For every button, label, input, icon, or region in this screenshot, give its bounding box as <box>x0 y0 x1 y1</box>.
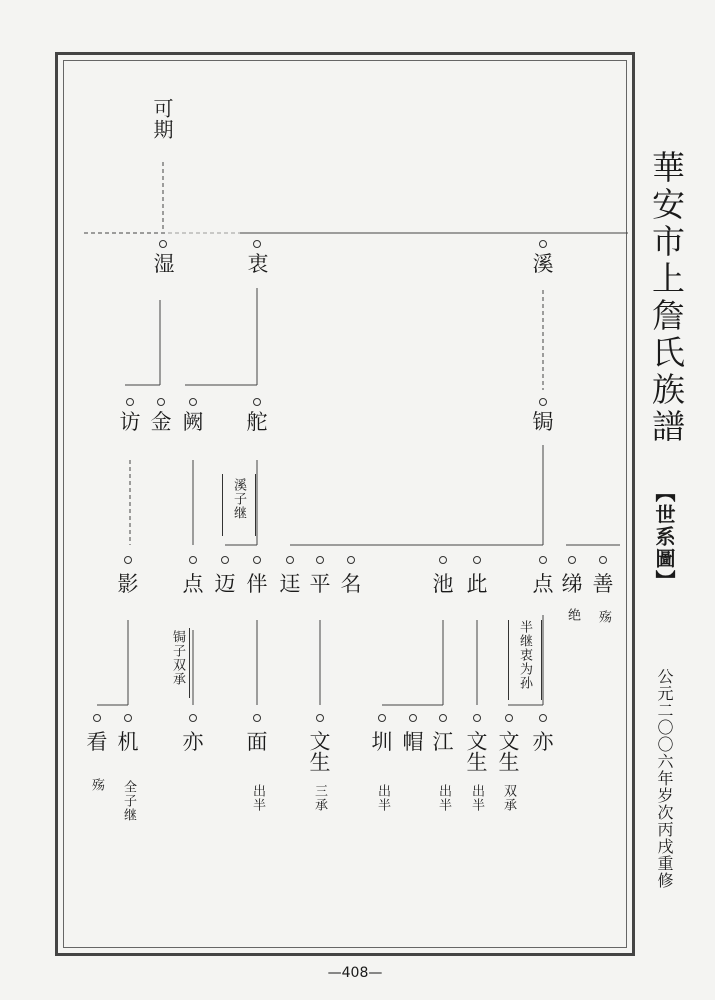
person-marker <box>539 398 547 406</box>
note-ju-zi-shuang-cheng: 锔子双承 <box>170 630 185 686</box>
person-wang: 迋 <box>279 572 301 596</box>
person-marker <box>189 714 197 722</box>
person-ying: 影 <box>117 572 139 596</box>
person-zhen: 圳 <box>371 730 393 754</box>
person-shan: 善 <box>592 572 614 596</box>
person-ci: 此 <box>466 572 488 596</box>
person-chi: 池 <box>432 572 454 596</box>
person-zhong: 衷 <box>247 252 269 276</box>
note-chu-ban-1: 出半 <box>250 784 265 812</box>
person-marker <box>316 714 324 722</box>
person-tuo: 舵 <box>246 410 268 434</box>
person-marker <box>157 398 165 406</box>
note-chu-ban-3: 出半 <box>436 784 451 812</box>
person-marker <box>124 556 132 564</box>
person-ju: 锔 <box>532 410 554 434</box>
note-chu-ban-4: 出半 <box>469 784 484 812</box>
person-xi: 溪 <box>532 252 554 276</box>
person-marker <box>126 398 134 406</box>
person-marker <box>124 714 132 722</box>
revision-date: 公元二〇〇六年岁次丙戌重修 <box>655 668 674 889</box>
person-marker <box>568 556 576 564</box>
person-mian: 面 <box>246 730 268 754</box>
note-shang-2: 殇 <box>89 778 104 792</box>
note-shang-1: 殇 <box>596 610 611 624</box>
note-san-cheng: 三承 <box>312 784 327 812</box>
person-ban: 伴 <box>246 572 268 596</box>
person-marker <box>347 556 355 564</box>
person-mao: 帽 <box>402 730 424 754</box>
person-marker <box>473 556 481 564</box>
person-shi: 湿 <box>153 252 175 276</box>
person-marker <box>93 714 101 722</box>
person-que: 阙 <box>182 410 204 434</box>
person-dian-2: 点 <box>532 572 554 596</box>
section-title: 【世系圖】 <box>652 482 676 592</box>
person-marker <box>539 240 547 248</box>
person-marker <box>439 714 447 722</box>
book-title: 華安市上詹氏族譜 <box>647 150 686 446</box>
person-marker <box>505 714 513 722</box>
person-marker <box>189 556 197 564</box>
person-yi-1: 亦 <box>182 730 204 754</box>
note-quan-zi-ji: 全子继 <box>121 780 136 822</box>
person-marker <box>189 398 197 406</box>
person-wensheng-1: 文生 <box>307 730 331 772</box>
person-fang: 访 <box>119 410 141 434</box>
person-chi-2: 绨 <box>561 572 583 596</box>
page-number: —408— <box>327 965 383 981</box>
note-chu-ban-2: 出半 <box>375 784 390 812</box>
person-keqi: 可期 <box>150 98 174 140</box>
person-wensheng-2: 文生 <box>464 730 488 772</box>
note-xi-zi-ji: 溪子继 <box>231 478 246 520</box>
person-marker <box>539 556 547 564</box>
person-jiang: 江 <box>432 730 454 754</box>
person-marker <box>159 240 167 248</box>
person-marker <box>409 714 417 722</box>
person-marker <box>253 398 261 406</box>
note-jue: 绝 <box>565 608 580 622</box>
person-marker <box>253 556 261 564</box>
person-jin: 金 <box>150 410 172 434</box>
person-marker <box>378 714 386 722</box>
person-marker <box>316 556 324 564</box>
person-ping: 平 <box>309 572 331 596</box>
person-marker <box>439 556 447 564</box>
person-marker <box>539 714 547 722</box>
person-wensheng-3: 文生 <box>496 730 520 772</box>
person-marker <box>599 556 607 564</box>
person-mai: 迈 <box>214 572 236 596</box>
person-kan: 看 <box>86 730 108 754</box>
person-marker <box>473 714 481 722</box>
person-marker <box>253 714 261 722</box>
person-ming: 名 <box>340 572 362 596</box>
person-yi-2: 亦 <box>532 730 554 754</box>
person-marker <box>286 556 294 564</box>
person-dian-1: 点 <box>182 572 204 596</box>
note-ban-ji-zhong-wei-sun: 半继衷为孙 <box>517 620 532 690</box>
person-marker <box>253 240 261 248</box>
note-shuang-cheng: 双承 <box>501 784 516 812</box>
person-ji: 机 <box>117 730 139 754</box>
person-marker <box>221 556 229 564</box>
